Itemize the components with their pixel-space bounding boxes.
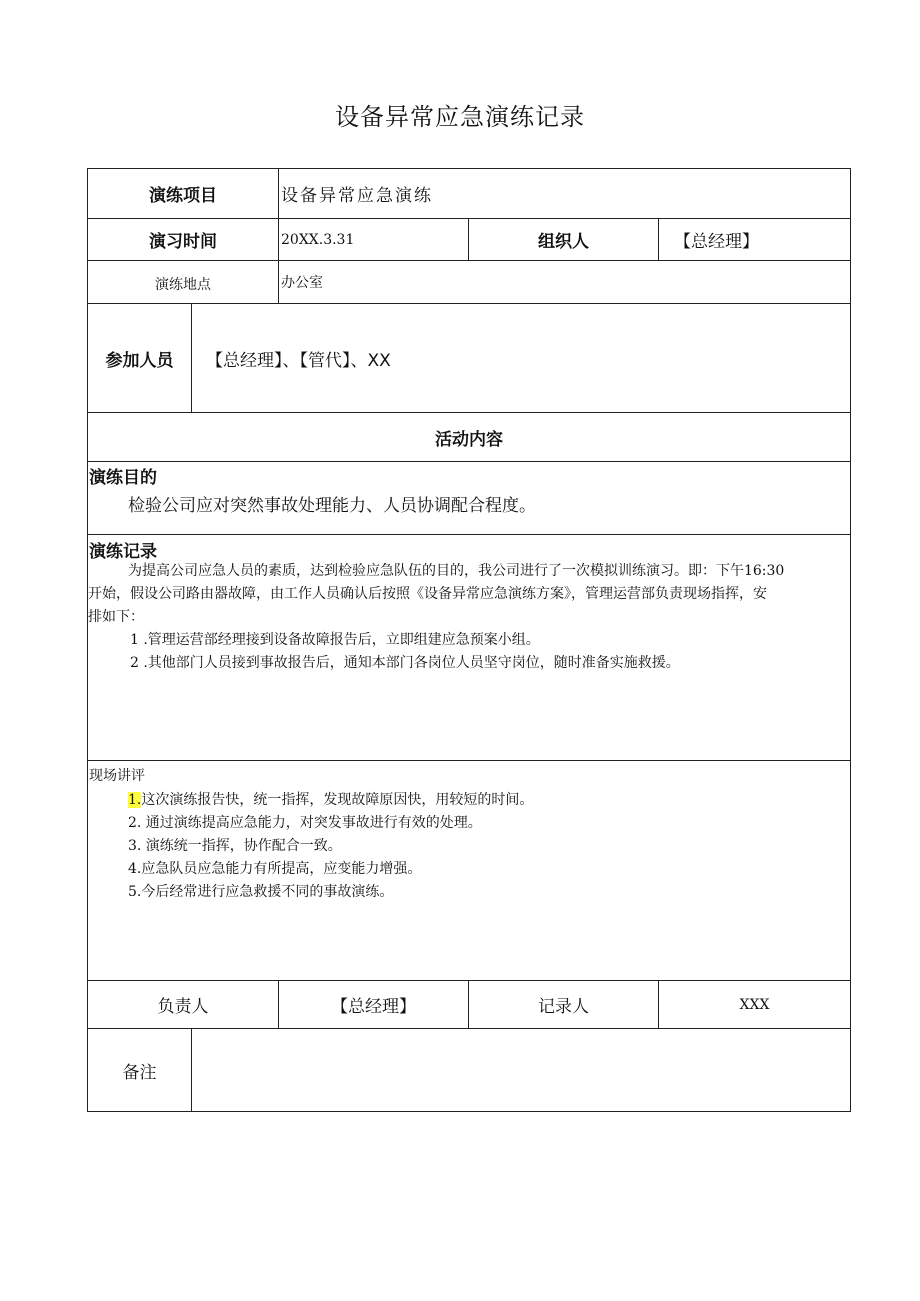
responsible-value: 【总经理】 xyxy=(331,997,416,1017)
location-value: 办公室 xyxy=(281,275,323,291)
project-label: 演练项目 xyxy=(149,186,217,206)
highlighted-number: 1. xyxy=(128,792,142,808)
time-label: 演习时间 xyxy=(149,232,217,252)
list-item: 2 .其他部门人员接到事故报告后，通知本部门各岗位人员坚守岗位，随时准备实施救援。 xyxy=(130,655,680,671)
page-title: 设备异常应急演练记录 xyxy=(335,103,585,131)
organizer-label: 组织人 xyxy=(538,232,589,252)
table-rule xyxy=(87,461,851,462)
record-line: 为提高公司应急人员的素质，达到检验应急队伍的目的，我公司进行了一次模拟训练演习。即：下午16:30 xyxy=(128,563,785,579)
review-heading: 现场讲评 xyxy=(89,768,145,784)
remarks-value[interactable] xyxy=(192,1029,850,1111)
list-item: 3. 演练统一指挥，协作配合一致。 xyxy=(128,838,342,854)
table-rule xyxy=(191,303,192,412)
record-line: 排如下： xyxy=(88,609,144,625)
list-item: 1 .管理运营部经理接到设备故障报告后，立即组建应急预案小组。 xyxy=(130,632,540,648)
record-heading: 演练记录 xyxy=(89,542,157,562)
responsible-label: 负责人 xyxy=(157,997,209,1017)
location-label: 演练地点 xyxy=(155,277,211,293)
list-item xyxy=(128,789,828,812)
participants-label: 参加人员 xyxy=(105,350,174,371)
remarks-label: 备注 xyxy=(122,1062,157,1083)
list-item-text: 这次演练报告快，统一指挥，发现故障原因快，用较短的时间。 xyxy=(141,792,534,808)
table-rule xyxy=(87,534,851,535)
participants-value: 【总经理】、【管代】、XX xyxy=(206,350,391,371)
time-value: 20XX.3.31 xyxy=(281,231,355,248)
list-item: 5.今后经常进行应急救援不同的事故演练。 xyxy=(128,884,394,900)
activity-header: 活动内容 xyxy=(435,429,503,450)
list-item: 2. 通过演练提高应急能力，对突发事故进行有效的处理。 xyxy=(128,815,482,831)
table-rule xyxy=(850,168,851,1112)
record-paragraph xyxy=(88,560,850,675)
organizer-value: 【总经理】 xyxy=(674,232,759,252)
table-rule xyxy=(278,168,279,303)
record-line: 开始，假设公司路由器故障，由工作人员确认后按照《设备异常应急演练方案》，管理运营部负责现场指挥，安 xyxy=(88,586,767,602)
table-rule xyxy=(658,218,659,260)
recorder-label: 记录人 xyxy=(538,997,589,1017)
table-rule xyxy=(87,760,851,761)
recorder-value: XXX xyxy=(739,996,770,1013)
table-rule xyxy=(87,1111,851,1112)
purpose-text: 检验公司应对突然事故处理能力、人员协调配合程度。 xyxy=(128,496,536,516)
purpose-heading: 演练目的 xyxy=(89,468,157,488)
project-value: 设备异常应急演练 xyxy=(281,186,433,206)
review-list xyxy=(128,789,828,904)
list-item: 4.应急队员应急能力有所提高，应变能力增强。 xyxy=(128,861,422,877)
